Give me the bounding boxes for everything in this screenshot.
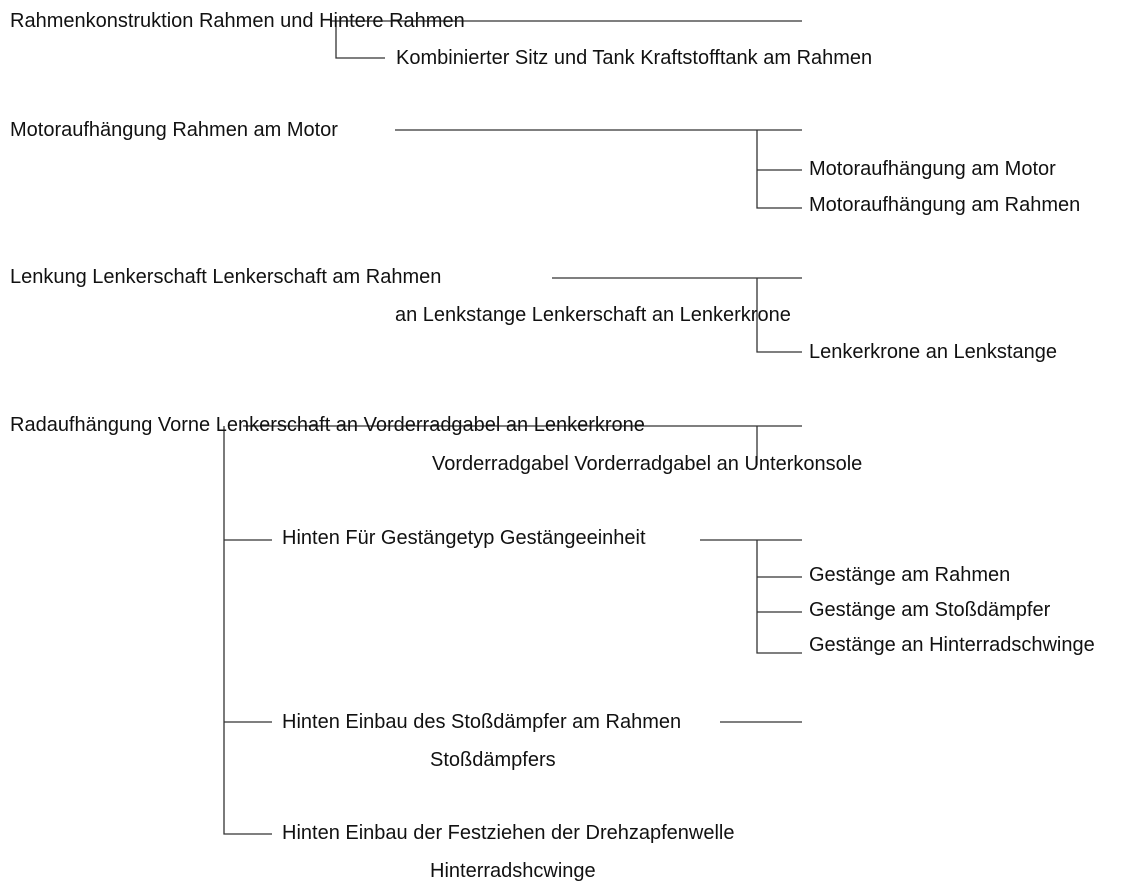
node-stossdaempfers: Stoßdämpfers	[430, 749, 556, 771]
node-gestaenge-an-hinterradschwinge: Gestänge an Hinterradschwinge	[809, 634, 1095, 656]
node-hinten-gestaengetyp: Hinten Für Gestängetyp Gestängeeinheit	[282, 527, 646, 549]
node-vorderradgabel: Vorderradgabel Vorderradgabel an Unterkonsole	[432, 453, 863, 475]
node-an-lenkstange: an Lenkstange Lenkerschaft an Lenkerkrone	[395, 304, 791, 326]
node-motoraufhaengung-am-rahmen: Motoraufhängung am Rahmen	[809, 194, 1081, 216]
node-gestaenge-am-rahmen: Gestänge am Rahmen	[809, 564, 1011, 586]
node-hinten-einbau-stossdaempfer: Hinten Einbau des Stoßdämpfer am Rahmen	[282, 711, 682, 733]
connector-rad-gestaenge-spine	[757, 540, 802, 653]
node-rahmenkonstruktion: Rahmenkonstruktion Rahmen und Hintere Rahmen	[10, 10, 465, 32]
connector-motor-spine	[757, 130, 802, 208]
node-gestaenge-am-stossdaempfer: Gestänge am Stoßdämpfer	[809, 599, 1051, 621]
connector-rad-main-spine	[224, 426, 272, 834]
node-lenkerkrone-an-lenkstange: Lenkerkrone an Lenkstange	[809, 341, 1057, 363]
node-hinterradschwinge: Hinterradshcwinge	[430, 860, 596, 882]
node-radaufhaengung-vorne: Radaufhängung Vorne Lenkerschaft an Vorderradgabel an Lenkerkrone	[10, 414, 645, 436]
node-hinten-einbau-drehzapfenwelle: Hinten Einbau der Festziehen der Drehzapfenwelle	[282, 822, 735, 844]
node-kombinierter-sitz-tank: Kombinierter Sitz und Tank Kraftstofftank am Rahmen	[396, 47, 873, 69]
node-motoraufhaengung: Motoraufhängung Rahmen am Motor	[10, 119, 338, 141]
node-motoraufhaengung-am-motor: Motoraufhängung am Motor	[809, 158, 1056, 180]
node-lenkung: Lenkung Lenkerschaft Lenkerschaft am Rahmen	[10, 266, 442, 288]
